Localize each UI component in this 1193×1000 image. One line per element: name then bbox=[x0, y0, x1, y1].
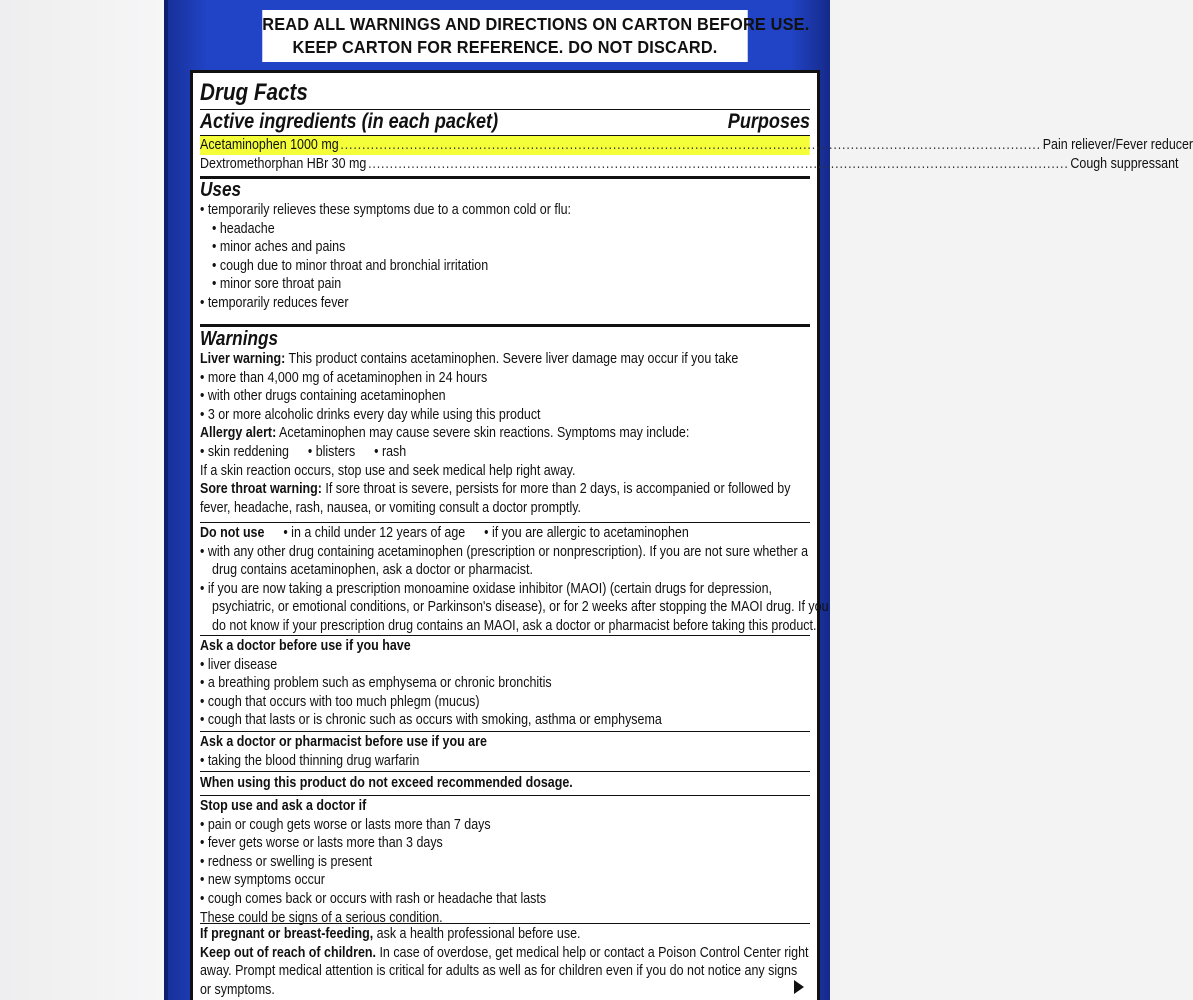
list-item-cont: do not know if your prescription drug contains an MAOI, ask a doctor or pharmacist before taking this product. bbox=[212, 617, 817, 634]
warnings-title: Warnings bbox=[200, 328, 279, 350]
liver-warning-text: This product contains acetaminophen. Severe liver damage may occur if you take bbox=[285, 351, 739, 367]
warnings-section bbox=[200, 328, 810, 517]
list-item: • if you are allergic to acetaminophen bbox=[484, 525, 689, 541]
liver-warning-label: Liver warning: bbox=[200, 351, 286, 367]
keep-out-text-2: away. Prompt medical attention is critical for adults as well as for children even if you do not notice any signs bbox=[200, 963, 798, 980]
list-item: • new symptoms occur bbox=[200, 872, 325, 889]
drug-facts-header bbox=[200, 79, 810, 107]
uses-title: Uses bbox=[200, 179, 242, 201]
list-item: • fever gets worse or lasts more than 3 days bbox=[200, 835, 443, 852]
list-item-cont: drug contains acetaminophen, ask a doctor or pharmacist. bbox=[212, 562, 533, 579]
keep-out-text-3: or symptoms. bbox=[200, 981, 275, 998]
list-item: • cough that occurs with too much phlegm (mucus) bbox=[200, 693, 480, 710]
list-item: • 3 or more alcoholic drinks every day while using this product bbox=[200, 406, 541, 423]
do-not-use-section bbox=[200, 524, 829, 636]
active-ingredients-section bbox=[200, 110, 810, 134]
ingredient-purpose: Pain reliever/Fever reducer bbox=[1042, 137, 1193, 153]
list-item: • with any other drug containing acetaminophen (prescription or nonprescription). If you are not sure whether a bbox=[200, 543, 809, 560]
allergy-after: If a skin reaction occurs, stop use and seek medical help right away. bbox=[200, 462, 576, 479]
list-item-cont: psychiatric, or emotional conditions, or Parkinson's disease), or for 2 weeks after stopping the MAOI drug. If you bbox=[212, 599, 829, 616]
ask-pharmacist-section bbox=[200, 733, 810, 770]
ask-pharmacist-label: Ask a doctor or pharmacist before use if you are bbox=[200, 734, 487, 750]
list-item: • cough that lasts or is chronic such as occurs with smoking, asthma or emphysema bbox=[200, 712, 662, 729]
allergy-symptoms bbox=[200, 443, 809, 462]
active-ingredients-heading: Active ingredients (in each packet) bbox=[200, 110, 499, 133]
notice-line-1: READ ALL WARNINGS AND DIRECTIONS ON CARTON BEFORE USE. bbox=[262, 14, 810, 34]
keep-out-text: In case of overdose, get medical help or contact a Poison Control Center right bbox=[375, 944, 809, 961]
list-item: • redness or swelling is present bbox=[200, 853, 373, 870]
list-item: • headache bbox=[212, 220, 275, 237]
ingredient-row: Dextromethorphan HBr 30 mg .................................................................................................................................................................. Cough suppressant bbox=[200, 155, 1179, 172]
uses-section bbox=[200, 179, 810, 313]
background-left bbox=[0, 0, 168, 1000]
list-item: • minor sore throat pain bbox=[212, 276, 342, 293]
list-item: • cough due to minor throat and bronchial irritation bbox=[212, 257, 489, 274]
continue-arrow-icon bbox=[794, 980, 804, 994]
list-item: • with other drugs containing acetaminophen bbox=[200, 388, 446, 405]
list-item: • a breathing problem such as emphysema or chronic bronchitis bbox=[200, 675, 552, 692]
list-item: • blisters bbox=[307, 443, 356, 460]
list-item: • rash bbox=[374, 443, 407, 460]
ingredient-name: Acetaminophen 1000 mg bbox=[200, 137, 339, 153]
sore-throat-label: Sore throat warning: bbox=[200, 481, 322, 498]
sore-throat-text: If sore throat is severe, persists for more than 2 days, is accompanied or followed by bbox=[321, 481, 791, 498]
list-item: • pain or cough gets worse or lasts more than 7 days bbox=[200, 816, 491, 833]
list-item: • liver disease bbox=[200, 656, 278, 673]
list-item: • more than 4,000 mg of acetaminophen in 24 hours bbox=[200, 369, 488, 386]
ingredient-row: Acetaminophen 1000 mg .................................................................................................................................................................. Pain reliever/Fever reducer bbox=[200, 137, 1193, 153]
list-item: • if you are now taking a prescription monoamine oxidase inhibitor (MAOI) (certain drugs for depression, bbox=[200, 580, 773, 597]
purposes-heading: Purposes bbox=[727, 110, 811, 133]
stop-use-label: Stop use and ask a doctor if bbox=[200, 798, 367, 814]
ask-doctor-section bbox=[200, 637, 810, 730]
pregnant-label: If pregnant or breast-feeding, bbox=[200, 926, 374, 942]
when-using-text: When using this product do not exceed recommended dosage. bbox=[200, 775, 573, 791]
uses-last: • temporarily reduces fever bbox=[200, 294, 349, 311]
ingredient-purpose: Cough suppressant bbox=[1070, 155, 1179, 172]
keep-out-label: Keep out of reach of children. bbox=[200, 944, 376, 961]
do-not-use-label: Do not use bbox=[200, 525, 265, 541]
pregnant-text: ask a health professional before use. bbox=[373, 926, 581, 942]
list-item: • in a child under 12 years of age bbox=[283, 525, 466, 541]
stop-use-section bbox=[200, 797, 810, 927]
list-item: • skin reddening bbox=[200, 443, 289, 460]
carton-notice bbox=[262, 10, 810, 62]
sore-throat-text-2: fever, headache, rash, nausea, or vomiting consult a doctor promptly. bbox=[200, 499, 582, 516]
drug-facts-title: Drug Facts bbox=[200, 79, 308, 106]
list-item: • cough comes back or occurs with rash or headache that lasts bbox=[200, 890, 547, 907]
ingredient-name: Dextromethorphan HBr 30 mg bbox=[200, 155, 367, 172]
pregnancy-section bbox=[200, 925, 810, 999]
stop-use-after: These could be signs of a serious condition. bbox=[200, 909, 443, 926]
uses-intro: • temporarily relieves these symptoms due to a common cold or flu: bbox=[200, 202, 571, 218]
when-using-section bbox=[200, 774, 810, 793]
allergy-alert-text: Acetaminophen may cause severe skin reactions. Symptoms may include: bbox=[276, 425, 690, 442]
list-item: • taking the blood thinning drug warfarin bbox=[200, 752, 420, 769]
drug-facts-panel bbox=[190, 70, 1193, 1000]
list-item: • minor aches and pains bbox=[212, 239, 346, 256]
notice-line-2: KEEP CARTON FOR REFERENCE. DO NOT DISCARD. bbox=[292, 37, 718, 57]
ask-doctor-label: Ask a doctor before use if you have bbox=[200, 638, 411, 654]
allergy-alert-label: Allergy alert: bbox=[200, 425, 277, 442]
